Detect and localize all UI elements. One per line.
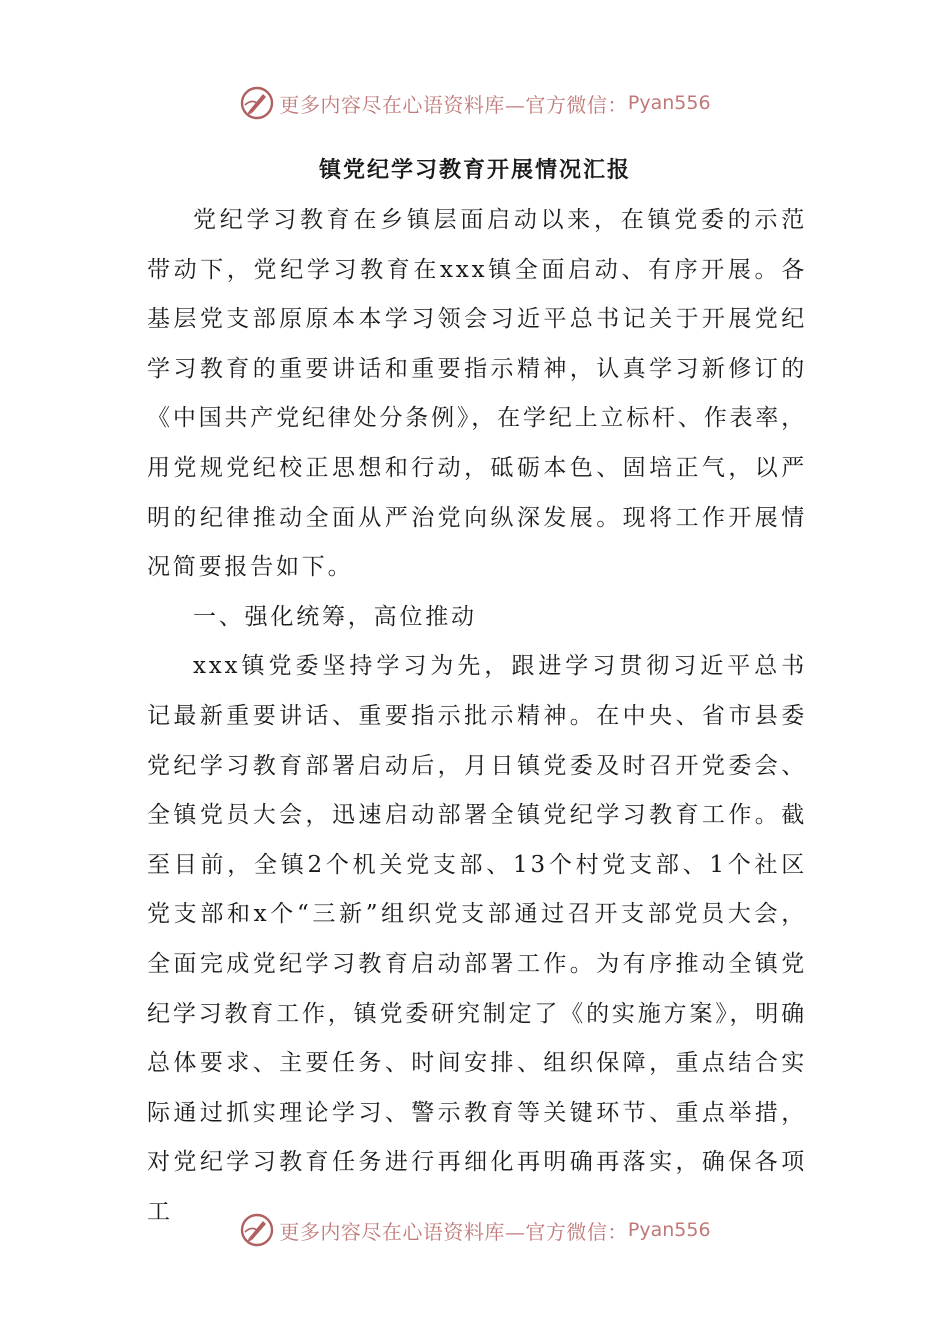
paragraph-section-1: xxx镇党委坚持学习为先，跟进学习贯彻习近平总书记最新重要讲话、重要指示批示精神。在中央、省市县委党纪学习教育部署启动后，月日镇党委及时召开党委会、全镇党员大会，迅速启动部署全镇党纪学习教育工作。截至目前，全镇2个机关党支部、13个村党支部、1个社区党支部和x个“三新”组织党支部通过召开支部党员大会，全面完成党纪学习教育启动部署工作。为有序推动全镇党纪学习教育工作，镇党委研究制定了《的实施方案》，明确总体要求、主要任务、时间安排、组织保障，重点结合实际通过抓实理论学习、警示教育等关键环节、重点举措，对党纪学习教育任务进行再细化再明确再落实，确保各项工 <box>147 653 807 1225</box>
watermark-banner-top <box>0 83 950 123</box>
pen-circle-logo-icon <box>239 85 275 121</box>
document-title: 镇党纪学习教育开展情况汇报 <box>318 157 631 183</box>
watermark-banner-bottom <box>0 1210 950 1250</box>
watermark-wechat-id: Pyan556 <box>627 92 711 114</box>
paragraph-intro: 党纪学习教育在乡镇层面启动以来，在镇党委的示范带动下，党纪学习教育在xxx镇全面启动、有序开展。各基层党支部原原本本学习领会习近平总书记关于开展党纪学习教育的重要讲话和重要指示精神，认真学习新修订的《中国共产党纪律处分条例》，在学纪上立标杆、作表率，用党规党纪校正思想和行动，砥砺本色、固培正气，以严明的纪律推动全面从严治党向纵深发展。现将工作开展情况简要报告如下。 <box>147 207 807 581</box>
document-body <box>147 196 807 1237</box>
watermark-brand-text: 更多内容尽在心语资料库—官方微信： <box>279 1219 628 1244</box>
watermark-brand-text: 更多内容尽在心语资料库—官方微信： <box>279 92 628 117</box>
watermark-wechat-id: Pyan556 <box>627 1219 711 1241</box>
pen-circle-logo-icon <box>239 1212 275 1248</box>
section-heading-1: 一、强化统筹，高位推动 <box>193 603 477 630</box>
